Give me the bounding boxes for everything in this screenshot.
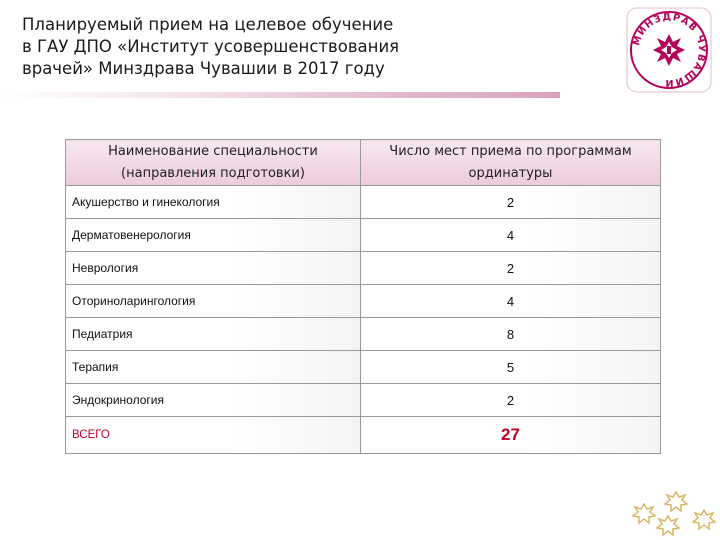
places-count: 4 — [361, 285, 661, 318]
header-specialty — [66, 140, 361, 186]
title-line-2: в ГАУ ДПО «Институт усовершенствования — [22, 37, 400, 56]
places-count: 2 — [361, 384, 661, 417]
table-total-row — [66, 417, 661, 454]
title-line-1: Планируемый прием на целевое обучение — [22, 15, 394, 34]
header-places-line1: Число мест приема по программам — [389, 143, 632, 159]
header-places-line2: ординатуры — [468, 165, 553, 181]
specialty-name: Неврология — [66, 252, 361, 285]
table-row — [66, 318, 661, 351]
chuvash-sun-emblem-icon — [653, 34, 685, 66]
star-icon — [633, 504, 655, 523]
header-places — [361, 140, 661, 186]
total-count: 27 — [361, 417, 661, 454]
table-row — [66, 384, 661, 417]
specialty-name: Оториноларингология — [66, 285, 361, 318]
table-row — [66, 285, 661, 318]
ministry-logo — [626, 7, 712, 93]
star-icon — [665, 492, 687, 511]
table-header-row — [66, 140, 661, 186]
specialty-name: Эндокринология — [66, 384, 361, 417]
decorative-stars — [628, 482, 720, 540]
places-count: 2 — [361, 186, 661, 219]
specialty-name: Дерматовенерология — [66, 219, 361, 252]
star-icon — [657, 516, 679, 535]
table-row — [66, 351, 661, 384]
total-label: ВСЕГО — [66, 417, 361, 454]
header-specialty-line2: (направления подготовки) — [121, 165, 305, 181]
star-icon — [693, 510, 715, 529]
table-row — [66, 186, 661, 219]
specialty-name: Акушерство и гинекология — [66, 186, 361, 219]
places-count: 4 — [361, 219, 661, 252]
table-row — [66, 219, 661, 252]
admission-table — [65, 139, 661, 454]
logo-text: МИНЗДРАВ ЧУВАШИИ — [631, 11, 708, 89]
specialty-name: Педиатрия — [66, 318, 361, 351]
table-row — [66, 252, 661, 285]
page-title — [22, 14, 452, 80]
header-specialty-line1: Наименование специальности — [108, 143, 318, 159]
places-count: 2 — [361, 252, 661, 285]
title-underline-bar — [0, 92, 560, 98]
places-count: 5 — [361, 351, 661, 384]
places-count: 8 — [361, 318, 661, 351]
specialty-name: Терапия — [66, 351, 361, 384]
title-line-3: врачей» Минздрава Чувашии в 2017 году — [22, 59, 385, 78]
logo-svg — [626, 7, 712, 93]
